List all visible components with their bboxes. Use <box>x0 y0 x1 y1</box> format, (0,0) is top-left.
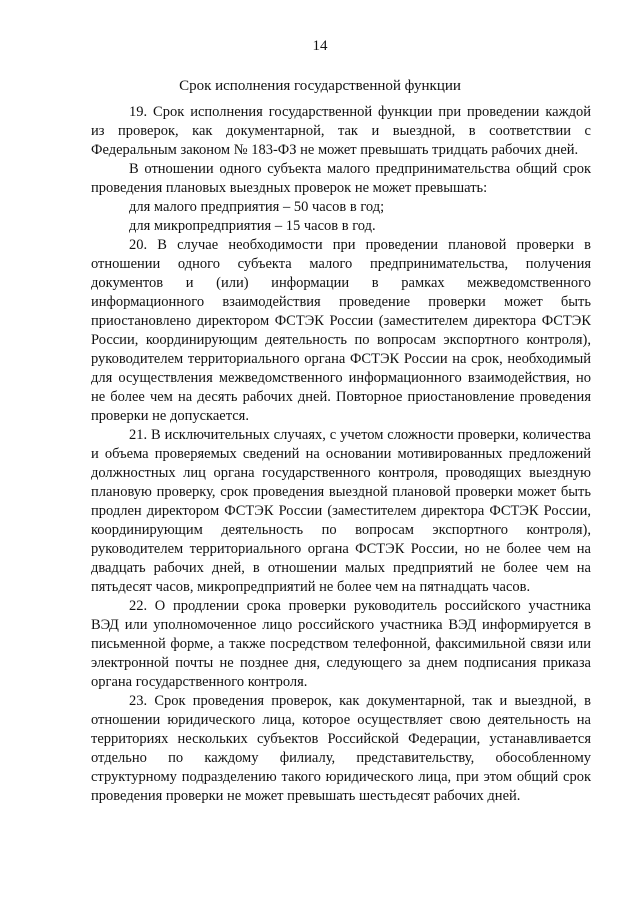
list-item-small-enterprise: для малого предприятия – 50 часов в год; <box>129 199 385 215</box>
section-title: Срок исполнения государственной функции <box>179 78 461 94</box>
paragraph-21: 21. В исключительных случаях, с учетом сложности проверки, количества и объема проверяемых сведений на основании мотивированных предложений должностных лиц органа государственного контроля, проводящих выездную плановую проверку, срок проведения выездной плановой проверки может быть продлен директором ФСТЭК России (заместителем директора ФСТЭК России, координирующим деятельность по вопросам экспортного контроля), руководителем территориального органа ФСТЭК России, но не более чем на двадцать рабочих дней, в отношении малых предприятий не более чем на пятьдесят часов, микропредприятий не более чем на пятнадцать часов. <box>91 427 591 595</box>
body-text <box>91 103 591 806</box>
paragraph-20: 20. В случае необходимости при проведении плановой проверки в отношении одного субъекта малого предпринимательства, получения документов и (или) информации в рамках межведомственного информационного взаимодействия проведение проверки может быть приостановлено директором ФСТЭК России (заместителем директора ФСТЭК России, координирующим деятельность по вопросам экспортного контроля), руководителем территориального органа ФСТЭК России на срок, необходимый для осуществления межведомственного информационного взаимодействия, но не более чем на десять рабочих дней. Повторное приостановление проведения проверки не допускается. <box>91 237 591 424</box>
paragraph-23: 23. Срок проведения проверок, как документарной, так и выездной, в отношении юридического лица, которое осуществляет свою деятельность на территориях нескольких субъектов Российской Федерации, устанавливается отдельно по каждому филиалу, представительству, обособленному структурному подразделению такого юридического лица, при этом общий срок проведения проверки не может превышать шестьдесят рабочих дней. <box>91 693 591 804</box>
paragraph-19: 19. Срок исполнения государственной функции при проведении каждой из проверок, как документарной, так и выездной, в соответствии с Федеральным законом № 183-ФЗ не может превышать тридцать рабочих дней. <box>91 104 591 158</box>
paragraph-small-business-limit: В отношении одного субъекта малого предпринимательства общий срок проведения плановых выездных проверок не может превышать: <box>91 161 591 196</box>
page-number: 14 <box>312 38 328 54</box>
paragraph-22: 22. О продлении срока проверки руководитель российского участника ВЭД или уполномоченное лицо российского участника ВЭД информируется в письменной форме, а также посредством телефонной, факсимильной связи или электронной почты не позднее дня, следующего за днем подписания приказа органа государственного контроля. <box>91 598 591 690</box>
list-item-micro-enterprise: для микропредприятия – 15 часов в год. <box>129 218 376 234</box>
